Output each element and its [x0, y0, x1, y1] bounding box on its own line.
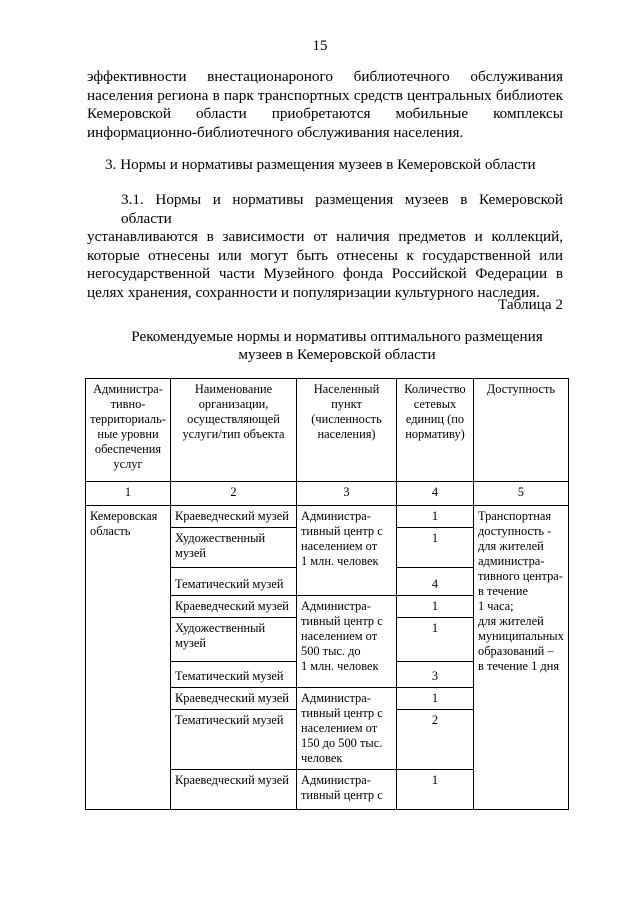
table-label: Таблица 2 [498, 296, 563, 313]
cell-line: населением от [301, 629, 378, 643]
column-number: 2 [171, 482, 297, 506]
cell-line: доступность - [478, 524, 552, 538]
cell-line: тивного центра- [478, 569, 563, 583]
cell-line: организации, [198, 397, 269, 411]
cell-line: Количество [404, 382, 466, 396]
clause-line: негосударственной части Музейного фонда Российской Федерации в [87, 265, 563, 283]
cell-line: Администра- [301, 509, 371, 523]
organization-cell: Тематический музей [171, 710, 297, 770]
cell-line: 1 млн. человек [301, 554, 379, 568]
cell-line: ные уровни [97, 427, 159, 441]
count-cell: 3 [397, 662, 474, 688]
clause-paragraph [87, 191, 563, 303]
page-number: 15 [312, 38, 328, 54]
cell-line: 1 млн. человек [301, 659, 379, 673]
cell-line: населением от [301, 721, 378, 735]
cell-line: нормативу) [405, 427, 465, 441]
cell-line: территориаль- [90, 412, 166, 426]
organization-cell: Краеведческий музей [171, 506, 297, 528]
count-cell: 1 [397, 596, 474, 618]
cell-line: Администра- [301, 599, 371, 613]
cell-line: в течение 1 дня [478, 659, 560, 673]
cell-line: 1 часа; [478, 599, 514, 613]
count-cell: 2 [397, 710, 474, 770]
count-cell: 1 [397, 528, 474, 568]
cell-line: в течение [478, 584, 529, 598]
cell-line: тивно- [110, 397, 146, 411]
cell-line: Доступность [486, 382, 556, 396]
cell-line: тивный центр с [301, 706, 383, 720]
cell-line: единиц (по [405, 412, 465, 426]
cell-line: муниципальных [478, 629, 564, 643]
cell-line: осуществляющей [187, 412, 280, 426]
cell-line: Администра- [301, 691, 371, 705]
cell-line: для жителей [478, 614, 544, 628]
count-cell: 4 [397, 568, 474, 596]
header-organization [171, 379, 297, 482]
cell-line: Наименование [194, 382, 273, 396]
cell-line: услуги/тип объекта [182, 427, 285, 441]
column-number-row [86, 482, 569, 506]
table-row [86, 506, 569, 528]
column-number: 3 [297, 482, 397, 506]
caption-line: Рекомендуемые нормы и нормативы оптимального размещения [131, 328, 543, 345]
table-header-row [86, 379, 569, 482]
settlement-cell [297, 770, 397, 810]
clause-line: устанавливаются в зависимости от наличия предметов и коллекций, [87, 228, 563, 246]
organization-cell: Художественный музей [171, 618, 297, 662]
header-count [397, 379, 474, 482]
accessibility-cell [474, 506, 569, 810]
cell-line: 500 тыс. до [301, 644, 361, 658]
cell-line: населения) [317, 427, 376, 441]
cell-line: обеспечения [94, 442, 162, 456]
cell-line: Населенный [313, 382, 380, 396]
clause-line: которые отнесены или могут быть отнесены к государственной или [87, 246, 563, 264]
clause-line: целях хранения, сохранности и популяризации культурного наследия. [87, 283, 540, 301]
section-heading: 3. Нормы и нормативы размещения музеев в Кемеровской области [105, 156, 536, 173]
organization-cell: Краеведческий музей [171, 770, 297, 810]
column-number: 1 [86, 482, 171, 506]
level-cell: Кемеровская область [86, 506, 171, 810]
cell-line: для жителей [478, 539, 544, 553]
cell-line: услуг [113, 457, 143, 471]
cell-line: (численность [311, 412, 382, 426]
column-number: 4 [397, 482, 474, 506]
count-cell: 1 [397, 770, 474, 810]
cell-line: 150 до 500 тыс. [301, 736, 383, 750]
cell-line: тивный центр с [301, 524, 383, 538]
settlement-cell [297, 688, 397, 770]
intro-paragraph [87, 68, 563, 142]
cell-line: образований – [478, 644, 554, 658]
header-level [86, 379, 171, 482]
count-cell: 1 [397, 688, 474, 710]
intro-line: Кемеровской области приобретаются мобильные комплексы [87, 105, 563, 123]
intro-line: эффективности внестационароного библиотечного обслуживания [87, 68, 563, 85]
museum-norms-table [85, 378, 569, 810]
cell-line: пункт [331, 397, 362, 411]
column-number: 5 [474, 482, 569, 506]
cell-line: тивный центр с [301, 614, 383, 628]
cell-line: Транспортная [478, 509, 552, 523]
cell-line: человек [301, 751, 343, 765]
count-cell: 1 [397, 506, 474, 528]
settlement-cell [297, 596, 397, 688]
caption-line: музеев в Кемеровской области [238, 346, 436, 363]
cell-line: Администра- [301, 773, 371, 787]
intro-line: информационно-библиотечного обслуживания населения. [87, 123, 464, 141]
organization-cell: Художественный музей [171, 528, 297, 568]
cell-line: населением от [301, 539, 378, 553]
intro-line: населения региона в парк транспортных средств центральных библиотек [87, 86, 563, 104]
organization-cell: Краеведческий музей [171, 688, 297, 710]
count-cell: 1 [397, 618, 474, 662]
cell-line: администра- [478, 554, 545, 568]
organization-cell: Тематический музей [171, 568, 297, 596]
cell-line: Администра- [93, 382, 163, 396]
organization-cell: Тематический музей [171, 662, 297, 688]
header-accessibility [474, 379, 569, 482]
table-caption [87, 328, 587, 364]
settlement-cell [297, 506, 397, 596]
cell-line: тивный центр с [301, 788, 383, 802]
clause-line: 3.1. Нормы и нормативы размещения музеев в Кемеровской области [121, 191, 563, 227]
organization-cell: Краеведческий музей [171, 596, 297, 618]
header-settlement [297, 379, 397, 482]
cell-line: сетевых [413, 397, 457, 411]
